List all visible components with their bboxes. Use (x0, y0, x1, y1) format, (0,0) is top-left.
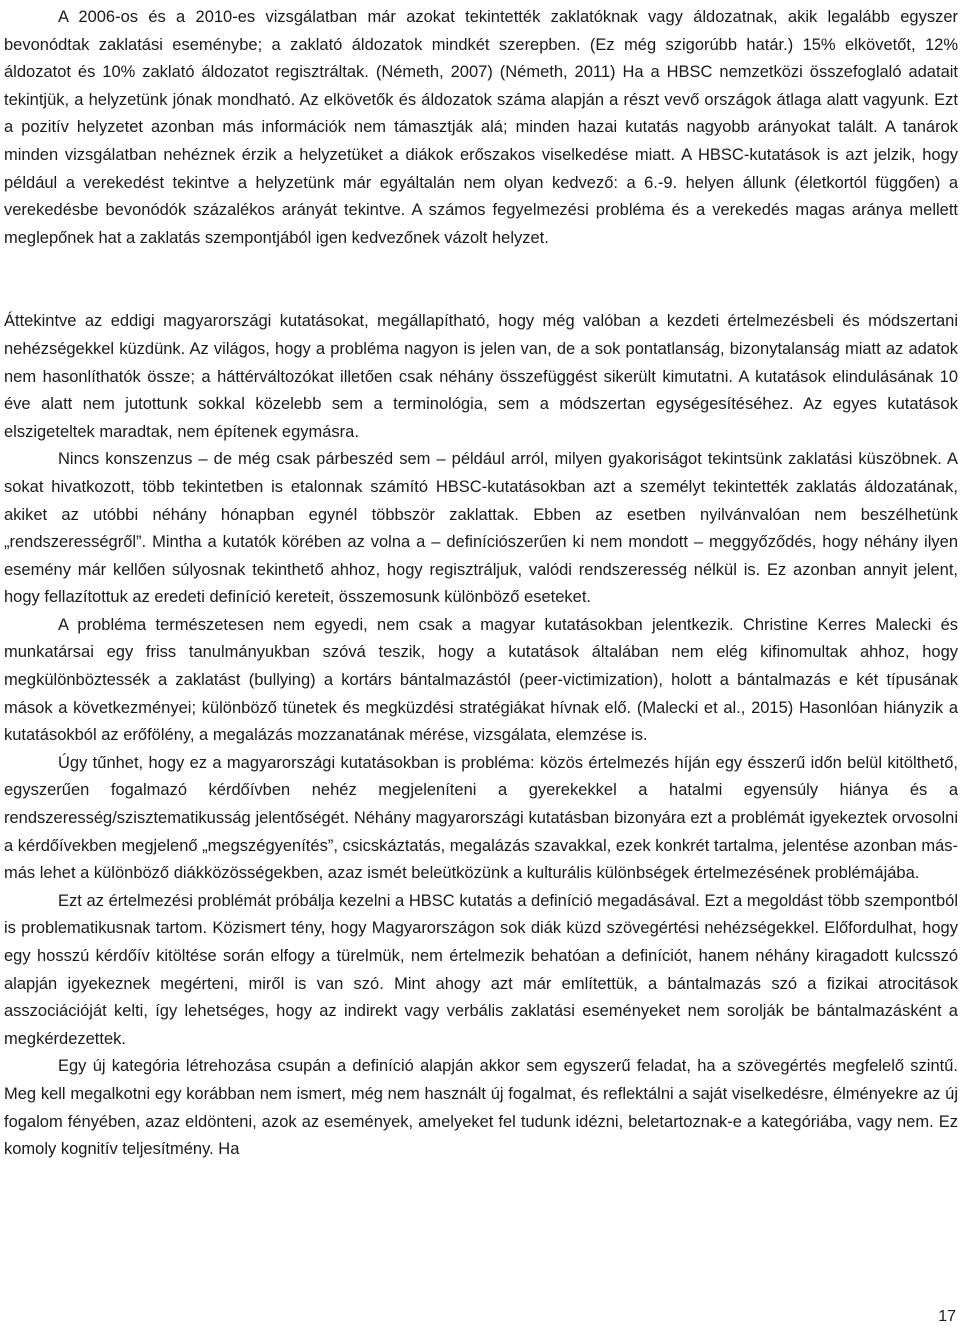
section-gap (4, 252, 958, 308)
paragraph-4: A probléma természetesen nem egyedi, nem csak a magyar kutatásokban jelentkezik. Christine Kerres Malecki és munkatársai egy friss tanulmányukban szóvá teszik, hogy a kutatások általában nem elég kifinomultak ahhoz, hogy megkülönböztessék a zaklatást (bullying) a kortárs bántalmazástól (peer-victimization), holott a bántalmazás e két típusának mások a következményei; különböző tünetek és megküzdési stratégiákat hívnak elő. (Malecki et al., 2015) Hasonlóan hiányzik a kutatásokból az erőfölény, a megalázás mozzanatának mérése, vizsgálata, elemzése is. (4, 615, 958, 745)
paragraph-6: Ezt az értelmezési problémát próbálja kezelni a HBSC kutatás a definíció megadásával. Ezt a megoldást több szempontból is problematikusnak tartom. Közismert tény, hogy Magyarországon sok diák küzd szövegértési nehézségekkel. Előfordulhat, hogy egy hosszú kérdőív kitöltése során elfogy a türelmük, nem értelmezik behatóan a definíciót, hanem néhány kiragadott kulcsszó alapján igyekeznek megérteni, miről is van szó. Mint ahogy azt már említettük, a bántalmazás szó a fizikai atrocitások asszociációját kelti, így lehetséges, hogy az indirekt vagy verbális zaklatási eseményeket nem sorolják be bántalmazásként a megkérdezettek. (4, 891, 958, 1048)
paragraph-5: Úgy tűnhet, hogy ez a magyarországi kutatásokban is probléma: közös értelmezés híján egy ésszerű időn belül kitölthető, egyszerűen fogalmazó kérdőívben nehéz megjeleníteni a gyerekekkel a hatalmi egyensúly hiánya és a rendszeresség/szisztematikusság jelentőségét. Néhány magyarországi kutatásban bizonyára ezt a problémát igyekeztek orvosolni a kérdőívekben megjelenő „megszégyenítés”, csicskáztatás, megalázás szavakkal, ezek konkrét tartalma, jelentése azonban más-más lehet a különböző diákközösségekben, azaz ismét beleütközünk a kulturális különbségek értelmezésének problémájába. (4, 753, 958, 883)
paragraph-7: Egy új kategória létrehozása csupán a definíció alapján akkor sem egyszerű feladat, ha a szövegértés megfelelő szintű. Meg kell megalkotni egy korábban nem ismert, még nem használt új fogalmat, és reflektálni a saját viselkedésre, élményekre az új fogalom fényében, azaz eldönteni, azok az események, amelyeket fel tudunk idézni, beletartoznak-e a kategóriába, vagy nem. Ez komoly kognitív teljesítmény. Ha (4, 1057, 958, 1159)
page-number: 17 (938, 1308, 956, 1325)
paragraph-2: Áttekintve az eddigi magyarországi kutatásokat, megállapítható, hogy még valóban a kezdeti értelmezésbeli és módszertani nehézségekkel küzdünk. Az világos, hogy a probléma nagyon is jelen van, de a sok pontatlanság, bizonytalanság miatt az adatok nem hasonlíthatók össze; a háttérváltozókat illetően csak néhány összefüggést sikerült kimutatni. A kutatások elindulásának 10 éve alatt nem jutottunk sokkal közelebb sem a terminológia, sem a módszertan egységesítéséhez. Az egyes kutatások elszigeteltek maradtak, nem építenek egymásra. (4, 312, 958, 441)
paragraph-3: Nincs konszenzus – de még csak párbeszéd sem – például arról, milyen gyakoriságot tekintsünk zaklatási küszöbnek. A sokat hivatkozott, több tekintetben is etalonnak számító HBSC-kutatásokban azt a személyt tekintették zaklatás áldozatának, akiket az utóbbi néhány hónapban egynél többször zaklattak. Ebben az esetben nyilvánvalóan nem beszélhetünk „rendszerességről”. Mintha a kutatók körében az volna a – definíciószerűen ki nem mondott – meggyőződés, hogy néhány ilyen esemény már kellően súlyosnak tekinthető ahhoz, hogy regisztráljuk, valódi rendszeresség nélkül is. Ez azonban annyit jelent, hogy fellazítottuk az eredeti definíció kereteit, összemosunk különböző eseteket. (4, 450, 958, 607)
paragraph-1: A 2006-os és a 2010-es vizsgálatban már azokat tekintették zaklatóknak vagy áldozatnak, akik legalább egyszer bevonódtak zaklatási eseménybe; a zaklató áldozatok mindkét szerepben. (Ez még szigorúbb határ.) 15% elkövetőt, 12% áldozatot és 10% zaklató áldozatot regisztráltak. (Németh, 2007) (Németh, 2011) Ha a HBSC nemzetközi összefoglaló adatait tekintjük, a helyzetünk jónak mondható. Az elkövetők és áldozatok száma alapján a részt vevő országok átlaga alatt vagyunk. Ezt a pozitív helyzetet azonban más információk nem támasztják alá; minden hazai kutatás nagyobb arányokat talált. A tanárok minden vizsgálatban nehéznek érzik a helyzetüket a diákok erőszakos viselkedése miatt. A HBSC-kutatások is azt jelzik, hogy például a verekedést tekintve a helyzetünk már egyáltalán nem olyan kedvező: a 6.-9. helyen állunk (életkortól függően) a verekedésbe bevonódók százalékos arányát tekintve. A számos fegyelmezési probléma és a verekedés magas aránya mellett meglepőnek hat a zaklatás szempontjából igen kedvezőnek vázolt helyzet. (4, 8, 958, 247)
